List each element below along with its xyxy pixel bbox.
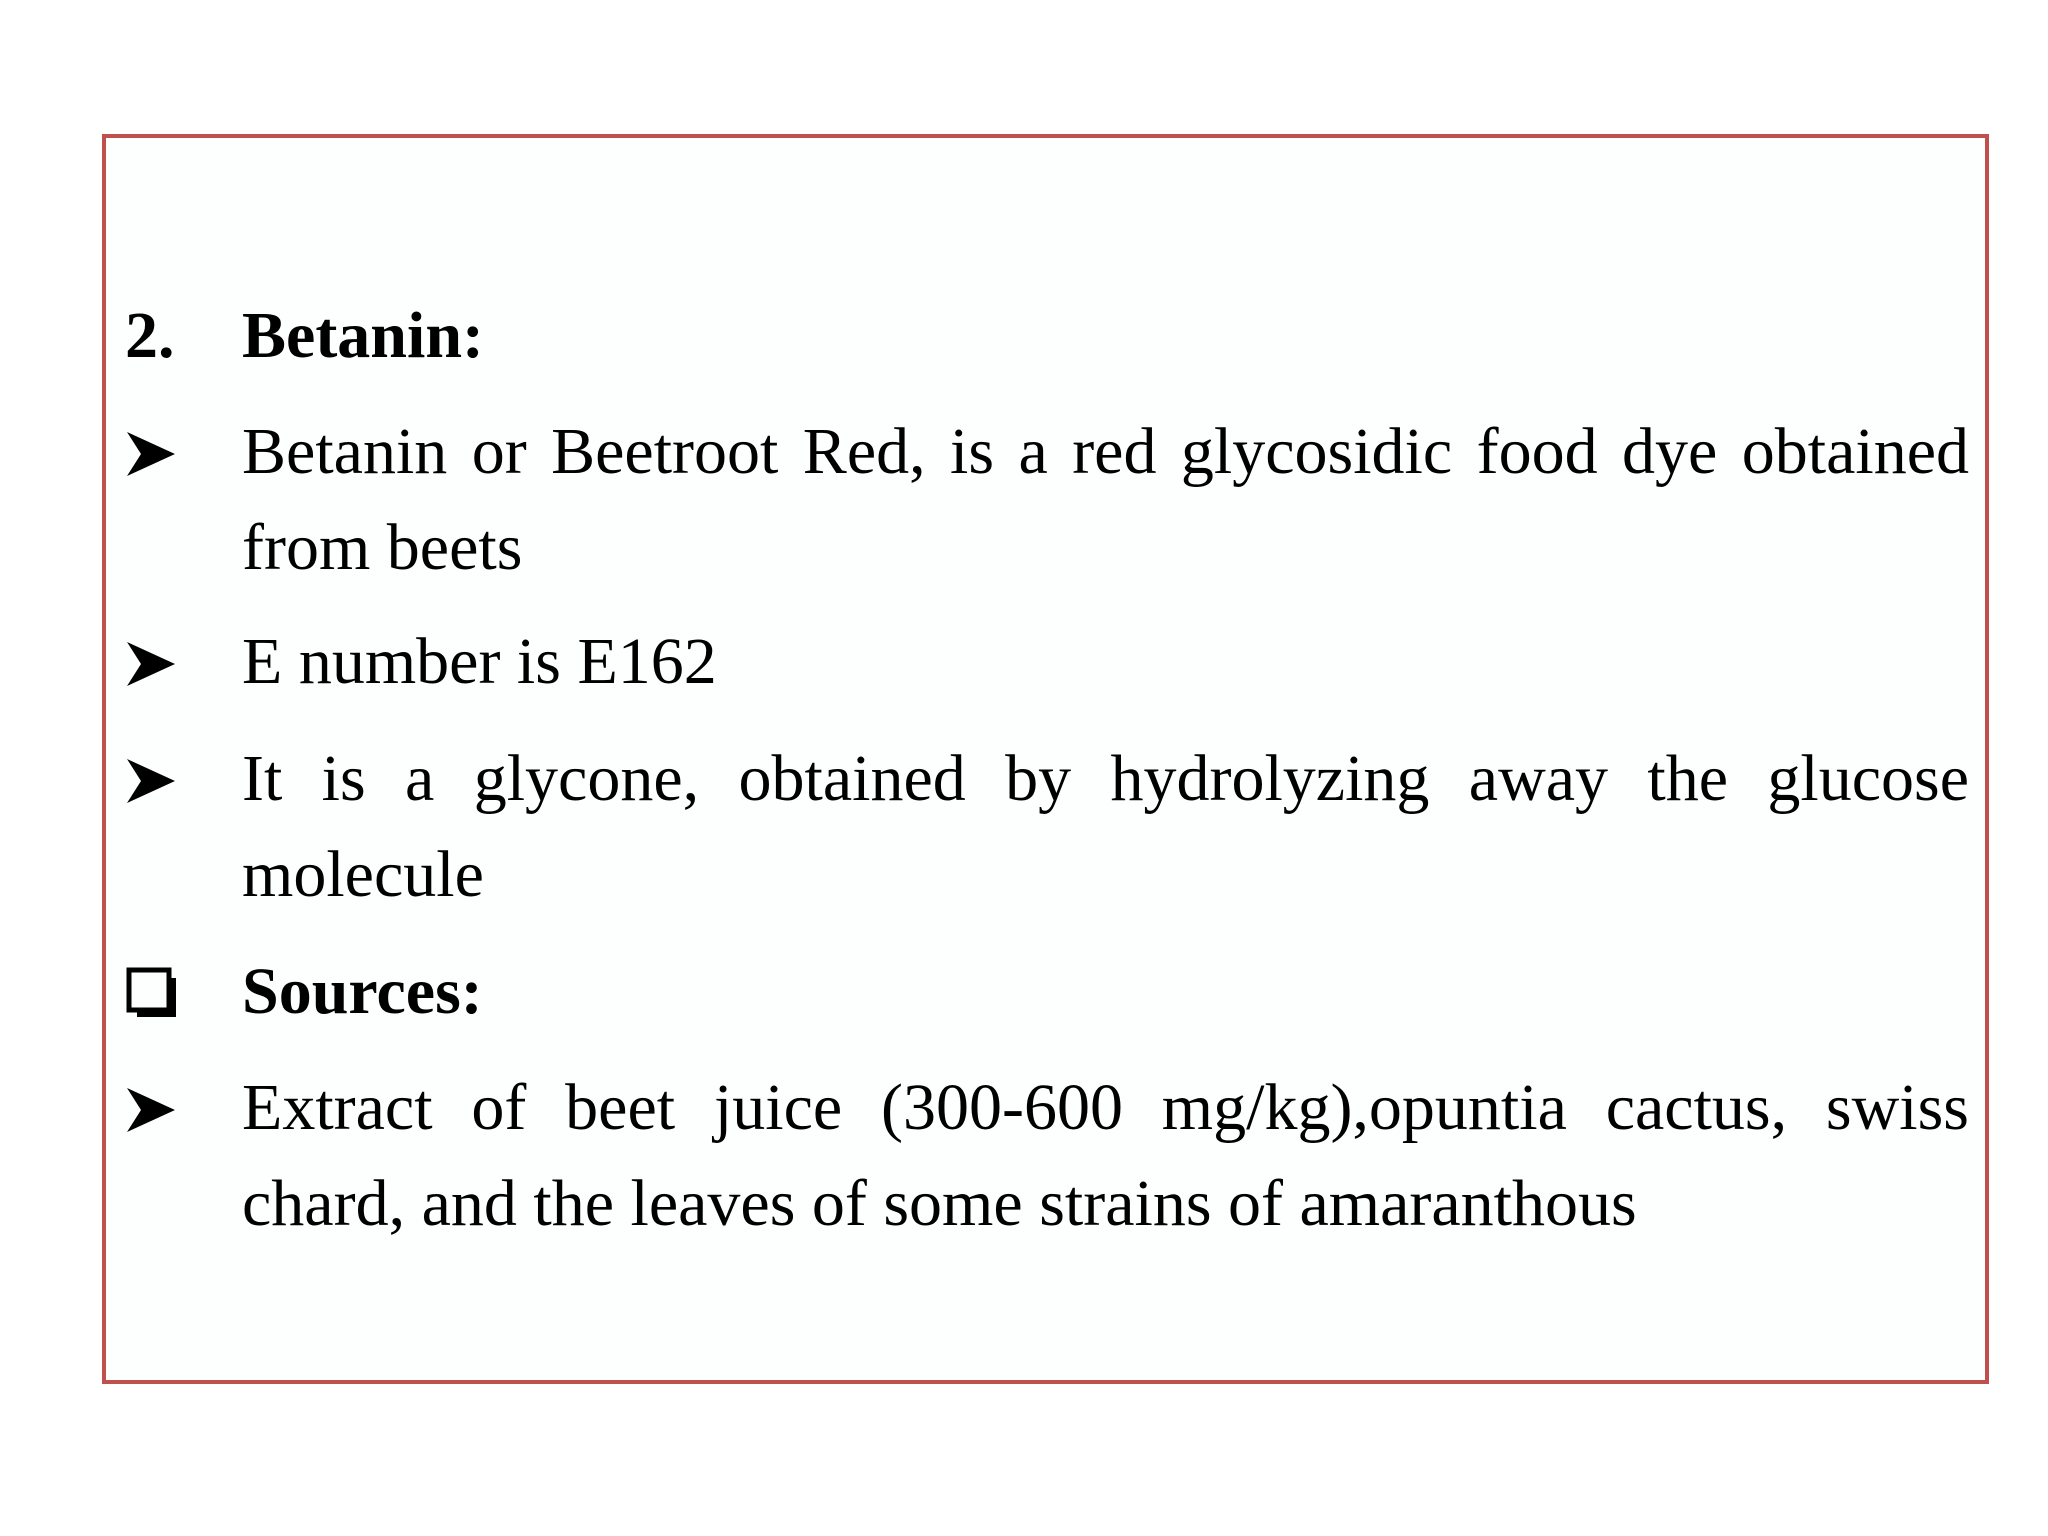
bullet-text: Betanin or Beetroot Red, is a red glycosidic food dye obtained from beets [242,415,1969,584]
bullet-text: Extract of beet juice (300-600 mg/kg),opuntia cactus, swiss chard, and the leaves of some strains of amaranthous [242,1071,1969,1240]
subheading-title: Sources: [242,955,483,1028]
bullet-text: E number is E162 [242,625,717,698]
bullet-text: It is a glycone, obtained by hydrolyzing away the glucose molecule [242,742,1969,911]
arrow-bullet-icon [125,614,215,690]
arrow-bullet-icon [125,404,215,480]
checkbox-bullet-icon [125,944,215,1020]
slide-content-box [102,134,1989,1384]
heading-number: 2. [125,299,175,372]
heading-title: Betanin: [242,299,485,372]
arrow-bullet-icon [125,1060,215,1136]
arrow-bullet-icon [125,731,215,807]
